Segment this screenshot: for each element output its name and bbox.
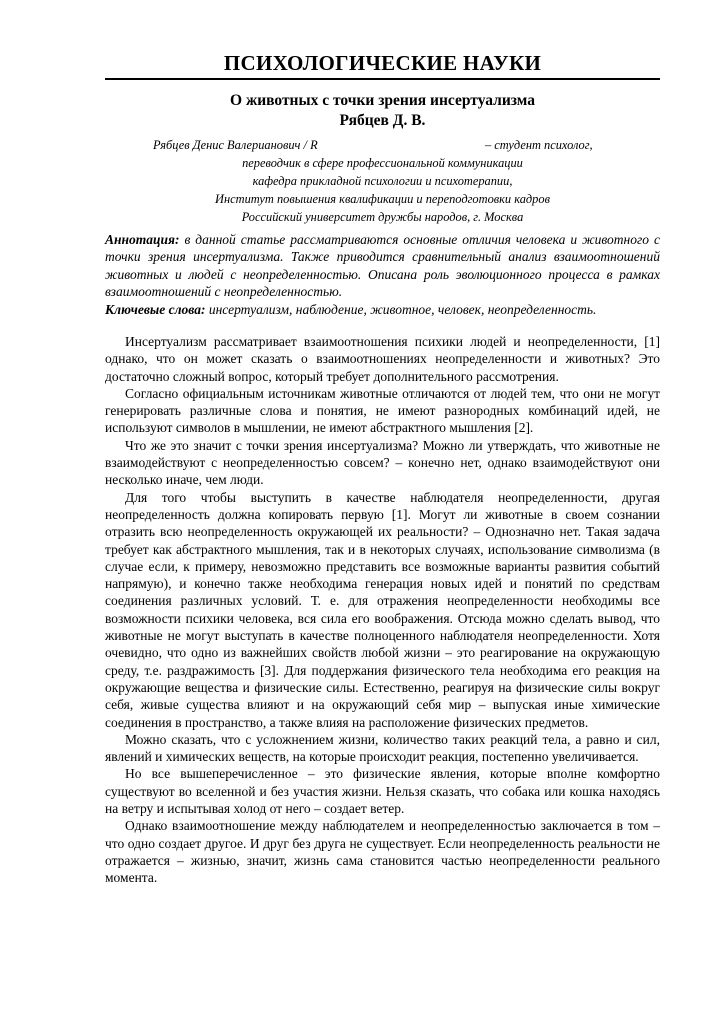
author-full-name: Рябцев Денис Валерианович / R bbox=[153, 138, 318, 152]
body-paragraph: Инсертуализм рассматривает взаимоотношения психики людей и неопределенности, [1] однако, что он может сказать о взаимоотношениях неопределенности и животных? Это достаточно сложный вопрос, который требует дополнительного рассмотрения. bbox=[105, 334, 660, 384]
university: Российский университет дружбы народов, г. Москва bbox=[241, 210, 524, 224]
keywords-label: Ключевые слова: bbox=[105, 301, 206, 317]
body-paragraph: Однако взаимоотношение между наблюдателем и неопределенностью заключается в том – что одно создает другое. И друг без друга не существует. Если неопределенность реальности не отражается – жизнью, значит, жизнь сама становится частью неопределенности реального момента. bbox=[105, 818, 660, 886]
body-paragraph: Что же это значит с точки зрения инсертуализма? Можно ли утверждать, что животные не взаимодействуют с неопределенностью совсем? – конечно нет, однако взаимодействуют они несколько иначе, чем люди. bbox=[105, 437, 660, 488]
annotation-label: Аннотация: bbox=[105, 232, 180, 247]
author-role-continued: переводчик в сфере профессиональной коммуникации bbox=[242, 156, 523, 170]
article-body bbox=[105, 333, 660, 887]
section-title: ПСИХОЛОГИЧЕСКИЕ НАУКИ bbox=[223, 51, 542, 75]
body-paragraph: Согласно официальным источникам животные отличаются от людей тем, что они не могут генерировать различные слова и понятия, не имеют разнородных комбинаций идей, не используют символов в мышлении, не имеют абстрактного мышления [2]. bbox=[105, 385, 660, 436]
body-paragraph: Для того чтобы выступить в качестве наблюдателя неопределенности, другая неопределенность должна копировать первую [1]. Могут ли животные в своем сознании отразить всю неопределенность окружающей их реальности? – Однозначно нет. Такая задача требует как абстрактного мышления, так и в некоторых случаях, использование символизма (в случае если, к примеру, невозможно представить все возможные варианты развития событий напрямую), и конечно также необходима генерация новых идей и понятий по средствам соединения различных условий. Т. е. для отражения неопределенности необходимы все возможности психики человека, вся сила его воображения. Отсюда можно сделать вывод, что животные не могут выступать в качестве полноценного наблюдателя неопределенности. Хотя очевидно, что одно из важнейших свойств любой жизни – это реагирование на окружающую среду, т.е. раздражимость [3]. Для поддержания физического тела необходима его реакция на окружающие вещества и физические силы. Естественно, реагируя на физические силы вокруг себя, живые существа влияют и на окружающий себя мир – выпуская иные химические соединения в пространство, а также влияя на расположение физических предметов. bbox=[105, 489, 660, 730]
body-paragraph: Можно сказать, что с усложнением жизни, количество таких реакций тела, а равно и сил, явлений и химических веществ, на которые происходит реакция, постепенно увеличивается. bbox=[105, 731, 660, 765]
department: кафедра прикладной психологии и психотерапии, bbox=[252, 174, 513, 188]
keywords-text: инсертуализм, наблюдение, животное, человек, неопределенность. bbox=[208, 301, 597, 317]
keywords bbox=[105, 301, 660, 318]
body-paragraph: Но все вышеперечисленное – это физические явления, которые вполне комфортно существуют во вселенной и без участия жизни. Нельзя сказать, что собака или кошка находясь на ветру и испытывая холод от него – создает ветер. bbox=[105, 766, 660, 817]
header-divider bbox=[105, 78, 660, 80]
author-short-name: Рябцев Д. В. bbox=[339, 112, 426, 129]
annotation bbox=[105, 231, 660, 301]
abstract-block bbox=[105, 231, 660, 318]
institute: Институт повышения квалификации и переподготовки кадров bbox=[215, 192, 550, 206]
article-title: О животных с точки зрения инсертуализма bbox=[230, 92, 535, 109]
author-role: – студент психолог, bbox=[485, 138, 593, 152]
annotation-text: в данной статье рассматриваются основные отличия человека и животного с точки зрения инсертуализма. Также приводится сравнительный анализ взаимоотношений животных и людей с неопределенностью. Описана роль эволюционного процесса в рамках взаимоотношений с неопределенностью. bbox=[105, 232, 660, 300]
